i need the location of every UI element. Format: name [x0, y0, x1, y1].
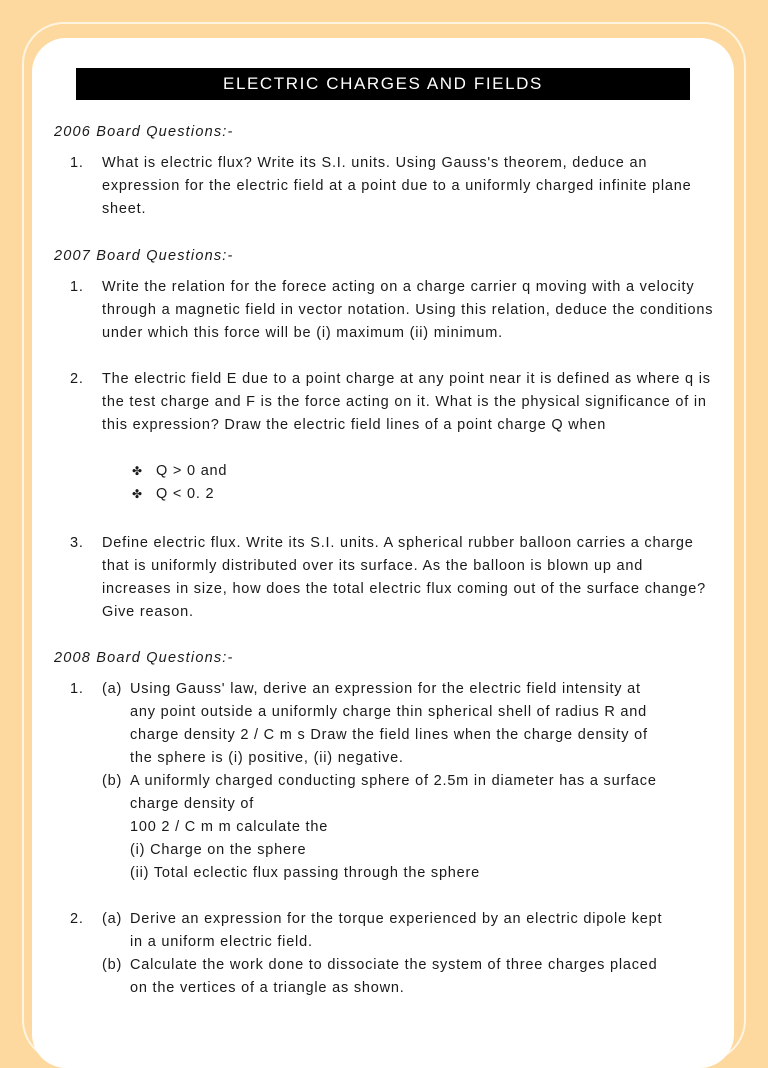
question-number: 2.: [70, 371, 84, 387]
question-text: The electric field E due to a point charge at any point near it is defined as where q is the test charge and F is the force acting on it. What is the physical significance of in this expression? Draw the electric field lines of a point charge Q when: [102, 371, 711, 433]
question-number: 2.: [70, 911, 84, 927]
question-line: 100 2 / C m m calculate the: [130, 819, 329, 835]
question-line: any point outside a uniformly charge thin spherical shell of radius R and: [130, 704, 648, 720]
question-text: Define electric flux. Write its S.I. units. A spherical rubber balloon carries a charge that is uniformly distributed over its surface. As the balloon is blown up and increases in size, how does the total electric flux coming out of the surface change? Give reason.: [102, 535, 706, 620]
bullet-item: ✤ Q > 0 and: [132, 460, 227, 483]
question-part-b: (b) A uniformly charged conducting sphere of 2.5m in diameter has a surface: [102, 773, 657, 789]
question-number: 1.: [70, 279, 84, 295]
question-part-a: (a) Using Gauss' law, derive an expression for the electric field intensity at: [102, 681, 641, 697]
section-heading-2008: 2008 Board Questions:-: [54, 650, 234, 666]
question-part-a: (a) Derive an expression for the torque experienced by an electric dipole kept: [102, 911, 663, 927]
question-text: What is electric flux? Write its S.I. units. Using Gauss's theorem, deduce an expression for the electric field at a point due to a uniformly charged infinite plane sheet.: [102, 155, 692, 217]
question-line: (i) Charge on the sphere: [130, 842, 307, 858]
question-line: charge density 2 / C m s Draw the field lines when the charge density of: [130, 727, 648, 743]
bullet-item: ✤ Q < 0. 2: [132, 483, 214, 506]
question-number: 1.: [70, 155, 84, 171]
question-number: 3.: [70, 535, 84, 551]
question-line: in a uniform electric field.: [130, 934, 313, 950]
bullet-icon: ✤: [132, 487, 143, 501]
section-heading-2006: 2006 Board Questions:-: [54, 124, 234, 140]
question-text: Write the relation for the forece acting on a charge carrier q moving with a velocity through a magnetic field in vector notation. Using this relation, deduce the conditions under which this force will be (i) maximum (ii) minimum.: [102, 279, 714, 341]
question-line: (ii) Total eclectic flux passing through the sphere: [130, 865, 481, 881]
question-line: charge density of: [130, 796, 255, 812]
question-part-b: (b) Calculate the work done to dissociate the system of three charges placed: [102, 957, 658, 973]
document-page: [32, 38, 734, 1068]
question-line: the sphere is (i) positive, (ii) negative.: [130, 750, 404, 766]
document-title: ELECTRIC CHARGES AND FIELDS: [76, 68, 690, 100]
question-line: on the vertices of a triangle as shown.: [130, 980, 405, 996]
bullet-icon: ✤: [132, 464, 143, 478]
section-heading-2007: 2007 Board Questions:-: [54, 248, 234, 264]
question-number: 1.: [70, 681, 84, 697]
